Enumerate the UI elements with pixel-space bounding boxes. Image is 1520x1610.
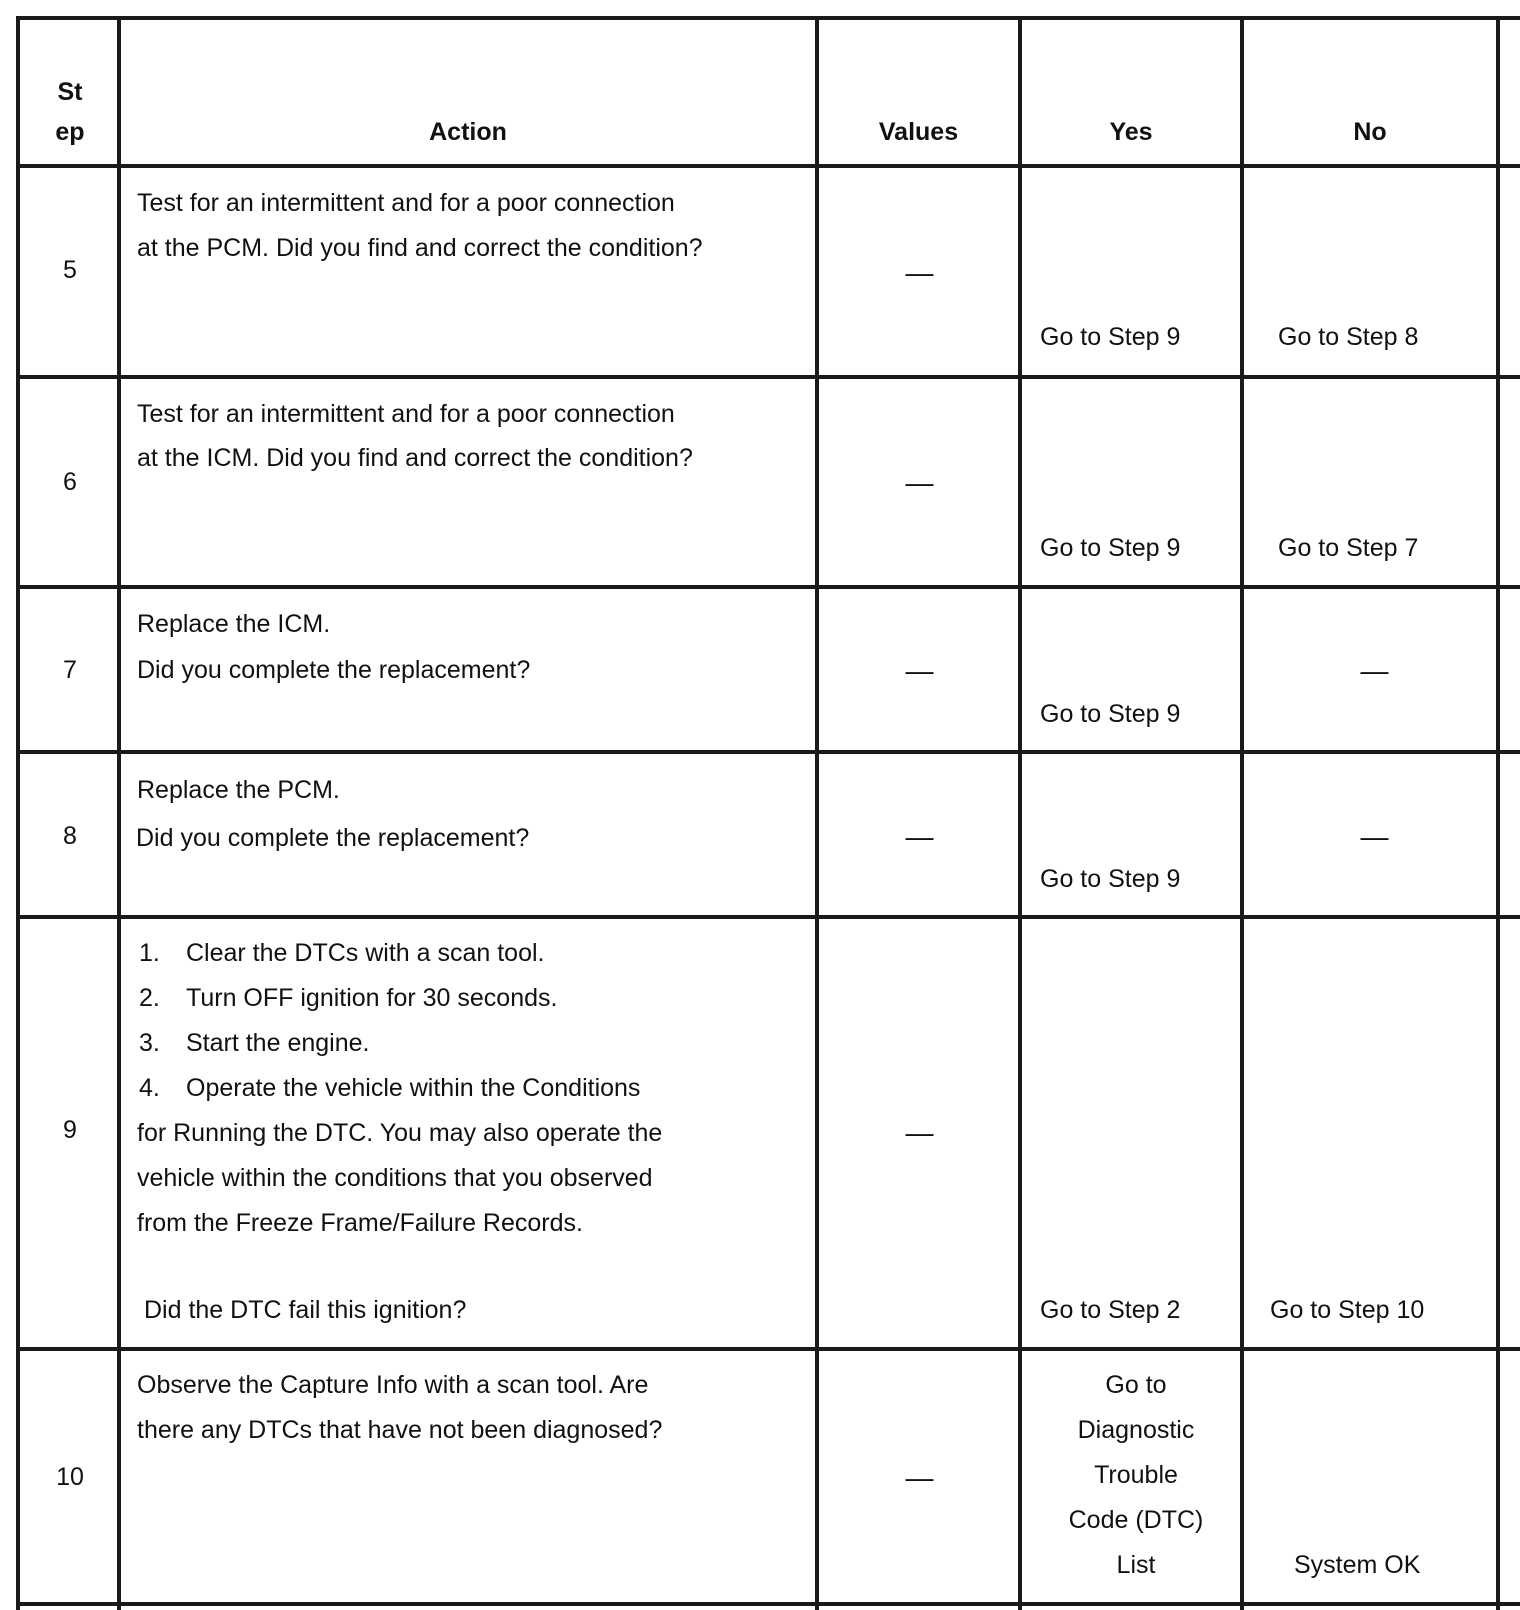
no-result: — bbox=[1360, 655, 1389, 686]
step-number: 6 bbox=[63, 468, 77, 496]
yes-result: Go to Step 9 bbox=[1040, 323, 1181, 351]
values-dash: — bbox=[905, 821, 934, 852]
yes-result-line: Code (DTC) bbox=[1068, 1506, 1204, 1534]
row-divider bbox=[16, 375, 1520, 379]
list-text: Clear the DTCs with a scan tool. bbox=[186, 939, 545, 967]
yes-result-line: Trouble bbox=[1094, 1461, 1178, 1489]
action-text: Test for an intermittent and for a poor connection bbox=[137, 189, 675, 217]
no-result: — bbox=[1360, 821, 1389, 852]
yes-result-dtc-list bbox=[1025, 1363, 1247, 1588]
values-dash: — bbox=[905, 467, 934, 498]
list-number: 3. bbox=[139, 1029, 160, 1057]
yes-result: Go to Step 2 bbox=[1040, 1296, 1181, 1324]
header-step-line: St bbox=[57, 78, 83, 106]
table-border-bottom bbox=[16, 1602, 1520, 1606]
no-result: System OK bbox=[1294, 1551, 1421, 1579]
action-text: Did you complete the replacement? bbox=[136, 824, 530, 852]
header-yes: Yes bbox=[1109, 118, 1153, 146]
action-text: Observe the Capture Info with a scan tool. Are bbox=[137, 1371, 649, 1399]
values-dash: — bbox=[905, 1117, 934, 1148]
values-dash: — bbox=[905, 1462, 934, 1493]
row-divider bbox=[16, 164, 1520, 168]
list-number: 1. bbox=[139, 939, 160, 967]
action-text: Did you complete the replacement? bbox=[137, 656, 531, 684]
header-action: Action bbox=[429, 118, 507, 146]
yes-result: Go to Step 9 bbox=[1040, 865, 1181, 893]
step-number: 5 bbox=[63, 256, 77, 284]
step-number: 9 bbox=[63, 1116, 77, 1144]
list-number: 4. bbox=[139, 1074, 160, 1102]
action-text: from the Freeze Frame/Failure Records. bbox=[137, 1209, 583, 1237]
yes-result: Go to Step 9 bbox=[1040, 700, 1181, 728]
step-number: 10 bbox=[56, 1463, 84, 1491]
yes-result-line: Diagnostic bbox=[1077, 1416, 1195, 1444]
action-text: vehicle within the conditions that you observed bbox=[137, 1164, 653, 1192]
action-text: at the PCM. Did you find and correct the condition? bbox=[137, 234, 703, 262]
step-number: 7 bbox=[63, 656, 77, 684]
action-text: there any DTCs that have not been diagnosed? bbox=[137, 1416, 663, 1444]
row-divider bbox=[16, 915, 1520, 919]
action-text: for Running the DTC. You may also operate the bbox=[137, 1119, 663, 1147]
row-divider bbox=[16, 1347, 1520, 1351]
list-text: Operate the vehicle within the Conditions bbox=[186, 1074, 641, 1102]
step-number: 8 bbox=[63, 822, 77, 850]
list-number: 2. bbox=[139, 984, 160, 1012]
header-no: No bbox=[1353, 118, 1387, 146]
row-divider bbox=[16, 585, 1520, 589]
list-text: Turn OFF ignition for 30 seconds. bbox=[186, 984, 558, 1012]
yes-result: Go to Step 9 bbox=[1040, 534, 1181, 562]
no-result: Go to Step 7 bbox=[1278, 534, 1419, 562]
action-text: Replace the ICM. bbox=[137, 610, 331, 638]
table-border-top bbox=[16, 16, 1520, 20]
action-text: Test for an intermittent and for a poor connection bbox=[137, 400, 675, 428]
yes-result-line: Go to bbox=[1105, 1371, 1167, 1399]
action-text: Replace the PCM. bbox=[137, 776, 340, 804]
values-dash: — bbox=[905, 257, 934, 288]
header-step bbox=[20, 72, 120, 152]
row-divider bbox=[16, 750, 1520, 754]
no-result: Go to Step 8 bbox=[1278, 323, 1419, 351]
list-text: Start the engine. bbox=[186, 1029, 370, 1057]
yes-result-line: List bbox=[1116, 1551, 1156, 1579]
table-border-right bbox=[1496, 16, 1500, 1610]
values-dash: — bbox=[905, 655, 934, 686]
header-step-line: ep bbox=[55, 118, 85, 146]
no-result: Go to Step 10 bbox=[1270, 1296, 1425, 1324]
action-question: Did the DTC fail this ignition? bbox=[144, 1296, 467, 1324]
header-values: Values bbox=[878, 118, 959, 146]
action-text: at the ICM. Did you find and correct the condition? bbox=[137, 444, 693, 472]
